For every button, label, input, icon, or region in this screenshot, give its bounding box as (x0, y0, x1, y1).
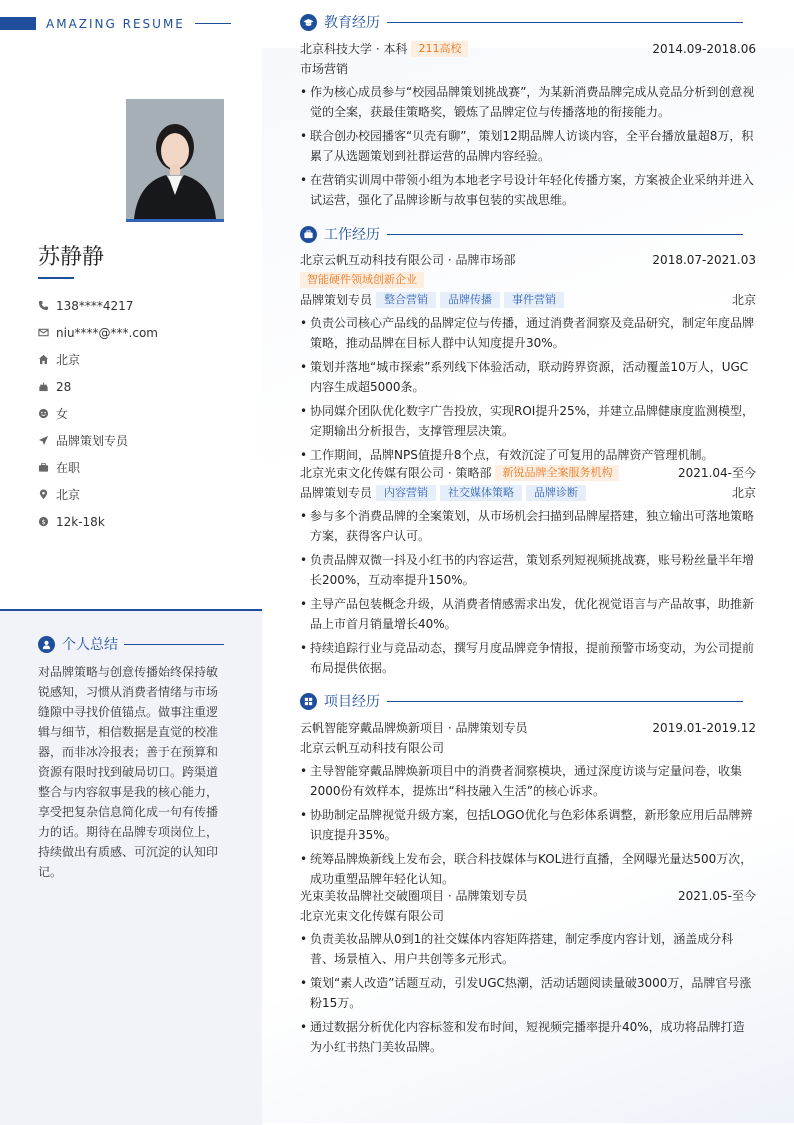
job-bullet: • 持续追踪行业与竞品动态，撰写月度品牌竞争情报，提前预警市场变动，为公司提前布局提供依据。 (300, 638, 756, 678)
gender-value: 女 (56, 407, 69, 421)
map-pin-icon (38, 489, 49, 500)
skill-tag: 品牌诊断 (526, 485, 586, 501)
project-name: 云帆智能穿戴品牌焕新项目 · 品牌策划专员 (300, 721, 528, 735)
location-row (38, 346, 248, 373)
skill-tag: 事件营销 (504, 292, 564, 308)
school-name: 北京科技大学 · 本科 (300, 42, 408, 56)
education-bullet: • 作为核心成员参与“校园品牌策划挑战赛”，为某新消费品牌完成从竞品分析到创意视觉的全案，获最佳策略奖，锻炼了品牌定位与传播落地的衔接能力。 (300, 82, 756, 122)
project-block (300, 718, 756, 893)
expected-city-value: 北京 (56, 488, 81, 502)
phone-value: 138****4217 (56, 298, 134, 313)
phone-icon (38, 300, 49, 311)
status-row (38, 454, 248, 481)
project-bullet: • 统筹品牌焕新线上发布会，联合科技媒体与KOL进行直播，全网曝光量达500万次，成功重塑品牌年轻化认知。 (300, 849, 756, 889)
education-date: 2014.09-2018.06 (652, 42, 756, 56)
job-company-row (300, 463, 756, 483)
skill-tag: 品牌传播 (440, 292, 500, 308)
education-title-line (387, 22, 743, 23)
salary-row (38, 508, 248, 535)
education-block (300, 39, 756, 214)
user-icon (38, 636, 55, 653)
summary-title: 个人总结 (62, 637, 118, 653)
brand-text: AMAZING RESUME (46, 16, 185, 31)
briefcase-icon (38, 462, 49, 473)
name-underline (38, 277, 74, 279)
job-target-value: 品牌策划专员 (56, 434, 129, 448)
job-company: 北京光束文化传媒有限公司 · 策略部 (300, 466, 492, 480)
job-bullet: • 负责品牌双微一抖及小红书的内容运营，策划系列短视频挑战赛，账号粉丝量半年增长200%，互动率提升150%。 (300, 550, 756, 590)
school-tag: 211高校 (411, 41, 468, 57)
job-block (300, 250, 756, 469)
contact-info (38, 292, 248, 535)
job-city: 北京 (731, 293, 756, 307)
age-value: 28 (56, 379, 72, 394)
job-date: 2018.07-2021.03 (652, 253, 756, 267)
project-company: 北京光束文化传媒有限公司 (300, 909, 445, 923)
cake-icon (38, 381, 49, 392)
project-company-row (300, 906, 756, 926)
project-date: 2019.01-2019.12 (652, 721, 756, 735)
projects-header (300, 691, 756, 711)
job-bullet: • 工作期间，品牌NPS值提升8个点，有效沉淀了可复用的品牌资产管理机制。 (300, 445, 756, 465)
job-bullet: • 协同媒介团队优化数字广告投放，实现ROI提升25%，并建立品牌健康度监测模型，定期输出分析报告，支撑管理层决策。 (300, 401, 756, 441)
graduation-cap-icon (300, 14, 317, 31)
job-date: 2021.04-至今 (678, 466, 756, 480)
project-name: 光束美妆品牌社交破圈项目 · 品牌策划专员 (300, 889, 528, 903)
brand-header (0, 17, 231, 30)
job-target-row (38, 427, 248, 454)
project-name-row (300, 886, 756, 906)
person-name: 苏静静 (38, 245, 105, 270)
job-role-row (300, 290, 756, 310)
education-bullet: • 在营销实训周中带领小组为本地老字号设计年轻化传播方案，方案被企业采纳并进入试运营，强化了品牌诊断与故事包装的实战思维。 (300, 170, 756, 210)
work-title-line (387, 234, 743, 235)
project-block (300, 886, 756, 1061)
job-role: 品牌策划专员 (300, 293, 373, 307)
skill-tag: 内容营销 (376, 485, 436, 501)
location-value: 北京 (56, 353, 81, 367)
job-role: 品牌策划专员 (300, 486, 373, 500)
brand-bar (0, 17, 36, 30)
projects-title-line (387, 701, 743, 702)
job-bullet: • 主导产品包装概念升级，从消费者情感需求出发，优化视觉语言与产品故事，助推新品上市首月销量增长40%。 (300, 594, 756, 634)
education-bullet: • 联合创办校园播客“贝壳有聊”，策划12期品牌人访谈内容，全平台播放量超8万，积累了从选题策划到社群运营的品牌内容经验。 (300, 126, 756, 166)
money-icon (38, 516, 49, 527)
expected-city-row (38, 481, 248, 508)
project-bullet: • 通过数据分析优化内容标签和发布时间，短视频完播率提升40%，成功将品牌打造为小红书热门美妆品牌。 (300, 1017, 756, 1057)
home-icon (38, 354, 49, 365)
industry-tag-row (300, 270, 756, 290)
project-date: 2021.05-至今 (678, 889, 756, 903)
job-bullet: • 策划并落地“城市探索”系列线下体验活动，联动跨界资源，活动覆盖10万人，UGC内容生成超5000条。 (300, 357, 756, 397)
profile-photo (126, 99, 224, 222)
work-title: 工作经历 (324, 227, 380, 243)
education-row (300, 39, 756, 59)
mail-icon (38, 327, 49, 338)
job-bullet: • 负责公司核心产品线的品牌定位与传播，通过消费者洞察及竞品研究，制定年度品牌策略，推动品牌在目标人群中认知度提升30%。 (300, 313, 756, 353)
grid-icon (300, 693, 317, 710)
email-row (38, 319, 248, 346)
work-header (300, 224, 756, 244)
skill-tag: 社交媒体策略 (440, 485, 522, 501)
job-block (300, 463, 756, 682)
person-portrait-icon (126, 99, 224, 219)
smile-icon (38, 408, 49, 419)
briefcase-icon (300, 226, 317, 243)
send-icon (38, 435, 49, 446)
job-role-row (300, 483, 756, 503)
job-company: 北京云帆互动科技有限公司 · 品牌市场部 (300, 253, 516, 267)
job-bullet: • 参与多个消费品牌的全案策划，从市场机会扫描到品牌屋搭建，独立输出可落地策略方案，获得客户认可。 (300, 506, 756, 546)
major-row (300, 59, 756, 79)
status-value: 在职 (56, 461, 81, 475)
skill-tag: 整合营销 (376, 292, 436, 308)
project-company-row (300, 738, 756, 758)
projects-title: 项目经历 (324, 694, 380, 710)
svg-text:$: $ (41, 517, 46, 526)
project-bullet: • 负责美妆品牌从0到1的社交媒体内容矩阵搭建，制定季度内容计划，涵盖成分科普、场景植入、用户共创等多元形式。 (300, 929, 756, 969)
project-company: 北京云帆互动科技有限公司 (300, 741, 445, 755)
industry-tag: 智能硬件领域创新企业 (300, 272, 424, 288)
major: 市场营销 (300, 62, 349, 76)
job-company-row (300, 250, 756, 270)
summary-text: 对品牌策略与创意传播始终保持敏锐感知，习惯从消费者情绪与市场缝隙中寻找价值锚点。做事注重逻辑与细节，相信数据是直觉的校准器，而非冰冷报表；善于在预算和资源有限时找到破局切口。跨渠道整合与内容叙事是我的核心能力，享受把复杂信息简化成一句有传播力的话。期待在品牌专项岗位上，持续做出有质感、可沉淀的认知印记。 (38, 665, 219, 879)
summary-title-line (124, 644, 224, 645)
education-header (300, 12, 756, 32)
brand-line (195, 23, 231, 24)
education-title: 教育经历 (324, 15, 380, 31)
email-value: niu****@***.com (56, 325, 158, 340)
project-bullet: • 策划“素人改造”话题互动，引发UGC热潮，活动话题阅读量破3000万，品牌官号涨粉15万。 (300, 973, 756, 1013)
phone-row (38, 292, 248, 319)
summary-header (38, 634, 224, 654)
job-city: 北京 (731, 486, 756, 500)
project-name-row (300, 718, 756, 738)
salary-value: 12k-18k (56, 514, 105, 529)
industry-tag: 新锐品牌全案服务机构 (495, 465, 619, 481)
project-bullet: • 主导智能穿戴品牌焕新项目中的消费者洞察模块，通过深度访谈与定量问卷，收集2000份有效样本，提炼出“科技融入生活”的核心诉求。 (300, 761, 756, 801)
project-bullet: • 协助制定品牌视觉升级方案，包括LOGO优化与色彩体系调整，新形象应用后品牌辨识度提升35%。 (300, 805, 756, 845)
age-row (38, 373, 248, 400)
gender-row (38, 400, 248, 427)
